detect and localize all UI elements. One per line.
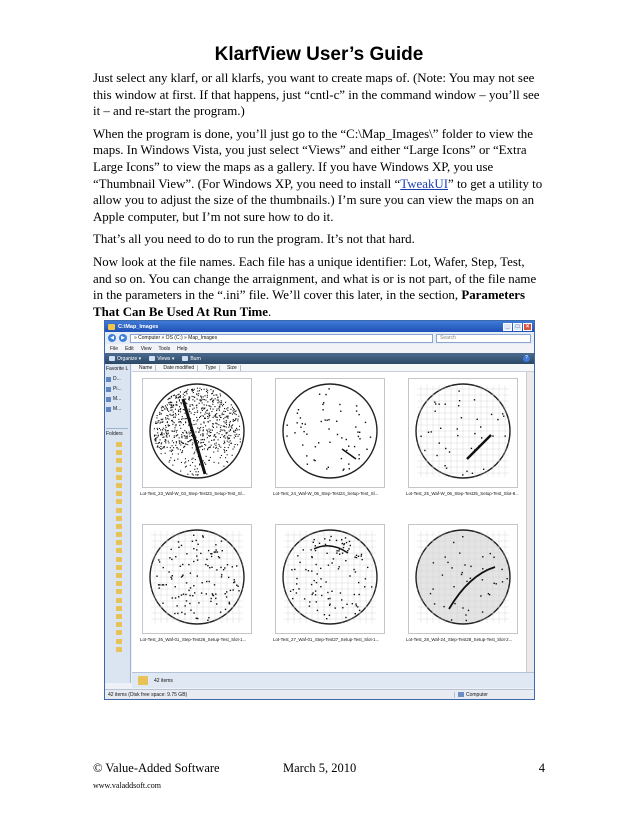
thumbnail-item [275, 378, 385, 496]
folder-icon [116, 557, 122, 562]
folder-icon [116, 630, 122, 635]
wafer-map-thumbnail [275, 524, 385, 634]
folder-icon [116, 614, 122, 619]
menu-edit: Edit [125, 345, 134, 352]
menu-help: Help [177, 345, 188, 352]
favorite-item: Pi... [105, 384, 130, 394]
back-icon: ◀ [108, 334, 116, 342]
command-toolbar [105, 353, 534, 364]
thumbnail-gallery [132, 372, 528, 672]
folder-icon [116, 475, 122, 480]
navigation-pane [105, 364, 131, 683]
burn-icon [182, 356, 188, 361]
wafer-map-thumbnail [275, 378, 385, 488]
favorite-item: M... [105, 404, 130, 414]
wafer-map-thumbnail [142, 378, 252, 488]
column-size: Size [224, 365, 241, 371]
favorite-item: D... [105, 374, 130, 384]
wafer-map-thumbnail [142, 524, 252, 634]
item-count: 42 items [154, 677, 173, 684]
document-icon [106, 377, 111, 382]
column-name: Name [136, 365, 156, 371]
wafer-map [276, 525, 384, 633]
maximize-icon: □ [513, 323, 522, 331]
folder-icon [116, 581, 122, 586]
copyright: © Value-Added Software [93, 761, 220, 775]
folder-icon [116, 524, 122, 529]
section-reference: Parameters That Can Be Used At Run Time [93, 288, 526, 319]
thumbnail-item [142, 378, 252, 496]
file-name-label: Lot-Test_26_Waf-01_Step-Test26_Setup-Test_Slot-1... [140, 637, 247, 642]
thumbnail-item [408, 378, 518, 496]
page-number: 4 [538, 761, 545, 775]
favorite-item: M... [105, 394, 130, 404]
wafer-map [143, 379, 251, 487]
computer-icon [458, 692, 464, 697]
folder-icon [116, 622, 122, 627]
column-headers [132, 364, 534, 372]
folder-icon [116, 467, 122, 472]
body-text [93, 70, 545, 326]
folder-icon [116, 647, 122, 652]
favorites-title: Favorite L [106, 366, 129, 372]
folder-icon [116, 606, 122, 611]
folder-icon [116, 639, 122, 644]
minimize-icon: _ [503, 323, 512, 331]
wafer-map [143, 525, 251, 633]
organize-button: Organize ▾ [109, 356, 141, 362]
folder-icon [116, 573, 122, 578]
wafer-map-thumbnail [408, 524, 518, 634]
folder-icon [116, 565, 122, 570]
folder-icon [116, 483, 122, 488]
folder-icon [116, 450, 122, 455]
file-name-label: Lot-Test_28_Waf-24_Step-Test28_Setup-Test_Slot-2... [406, 637, 513, 642]
folder-icon [116, 548, 122, 553]
menu-tools: Tools [158, 345, 171, 352]
picture-icon [106, 387, 111, 392]
menu-bar [105, 344, 534, 353]
details-pane [132, 672, 534, 688]
search-field: Search [436, 334, 531, 343]
status-text: 42 items (Disk free space: 9.75 GB) [108, 691, 188, 698]
paragraph-1: Just select any klarf, or all klarfs, you want to create maps of. (Note: You may not see this window at first. If that happens, just “cntl-c” in the command window – you’ll see it – and re-start the program.) [93, 71, 540, 119]
organize-icon [109, 356, 115, 361]
status-bar [105, 689, 534, 699]
folder-icon [116, 508, 122, 513]
forward-icon: ▶ [119, 334, 127, 342]
paragraph-3: That’s all you need to do to run the program. It’s not that hard. [93, 232, 415, 247]
wafer-map-thumbnail [408, 378, 518, 488]
page-title: KlarfView User’s Guide [214, 44, 424, 65]
address-field: » Computer » OS (C:) » Map_Images [130, 334, 433, 343]
column-date-modified: Date modified [160, 365, 198, 371]
explorer-window-screenshot [104, 320, 535, 700]
menu-view: View [140, 345, 152, 352]
folder-icon [138, 676, 148, 685]
views-button: Views ▾ [149, 356, 174, 362]
paragraph-4: Now look at the file names. Each file has a unique identifier: Lot, Wafer, Step, Test, and so on. You can change the arraignment, and what is or is not part, of the file name in the parameters in the “.ini” file. We’ll cover this later, in the section, Parameters That Can Be Used At Run Time. [93, 254, 537, 319]
thumbnail-item [408, 524, 518, 642]
file-name-label: Lot-Test_23_Waf-W_04_Step-Test23_Setup-Test_Sl... [140, 491, 246, 496]
folder-icon [116, 458, 122, 463]
paragraph-2: When the program is done, you’ll just go to the “C:\Map_Images\” folder to view the maps. In Windows Vista, you just select “Views” and either “Large Icons” or “Extra Large Icons” to view the maps as a gallery. If you have Windows XP, you use “Thumbnail View”. (For Windows XP, you need to install “TweakUI” to get a utility to allow you to adjust the size of the thumbnails.) I’m sure you can view the maps on an Apple computer, but I’m not sure how to do it. [93, 126, 543, 224]
footer-date: March 5, 2010 [283, 761, 357, 775]
folders-title: Folders [106, 428, 128, 437]
more-icon [106, 407, 111, 412]
window-title: C:\Map_Images [118, 323, 159, 330]
wafer-map [409, 525, 517, 633]
thumbnail-item [142, 524, 252, 642]
tweakui-link[interactable]: TweakUI [400, 176, 448, 191]
footer-url: www.valaddsoft.com [93, 781, 161, 790]
folder-tree [116, 442, 122, 655]
status-location: Computer [454, 692, 534, 698]
burn-button: Burn [182, 356, 201, 362]
file-name-label: Lot-Test_24_Waf-W_05_Step-Test24_Setup-Test_Sl... [273, 491, 379, 496]
menu-file: File [110, 345, 119, 352]
folder-icon [108, 324, 115, 330]
column-type: Type [202, 365, 220, 371]
file-name-label: Lot-Test_27_Waf-01_Step-Test27_Setup-Test_Slot-1... [273, 637, 380, 642]
folder-icon [116, 516, 122, 521]
folder-icon [116, 499, 122, 504]
thumbnail-item [275, 524, 385, 642]
address-bar [105, 332, 534, 344]
folder-icon [116, 532, 122, 537]
wafer-map [409, 379, 517, 487]
close-icon: × [523, 323, 532, 331]
folder-icon [116, 589, 122, 594]
help-icon: ? [523, 355, 530, 362]
folder-icon [116, 540, 122, 545]
folder-icon [116, 491, 122, 496]
file-name-label: Lot-Test_25_Waf-W_06_Step-Test25_Setup-Test_Slot-8... [406, 491, 519, 496]
music-icon [106, 397, 111, 402]
folder-icon [116, 598, 122, 603]
vertical-scrollbar [526, 372, 534, 672]
window-titlebar [105, 321, 534, 332]
folder-icon [116, 442, 122, 447]
views-icon [149, 356, 155, 361]
wafer-map [276, 379, 384, 487]
